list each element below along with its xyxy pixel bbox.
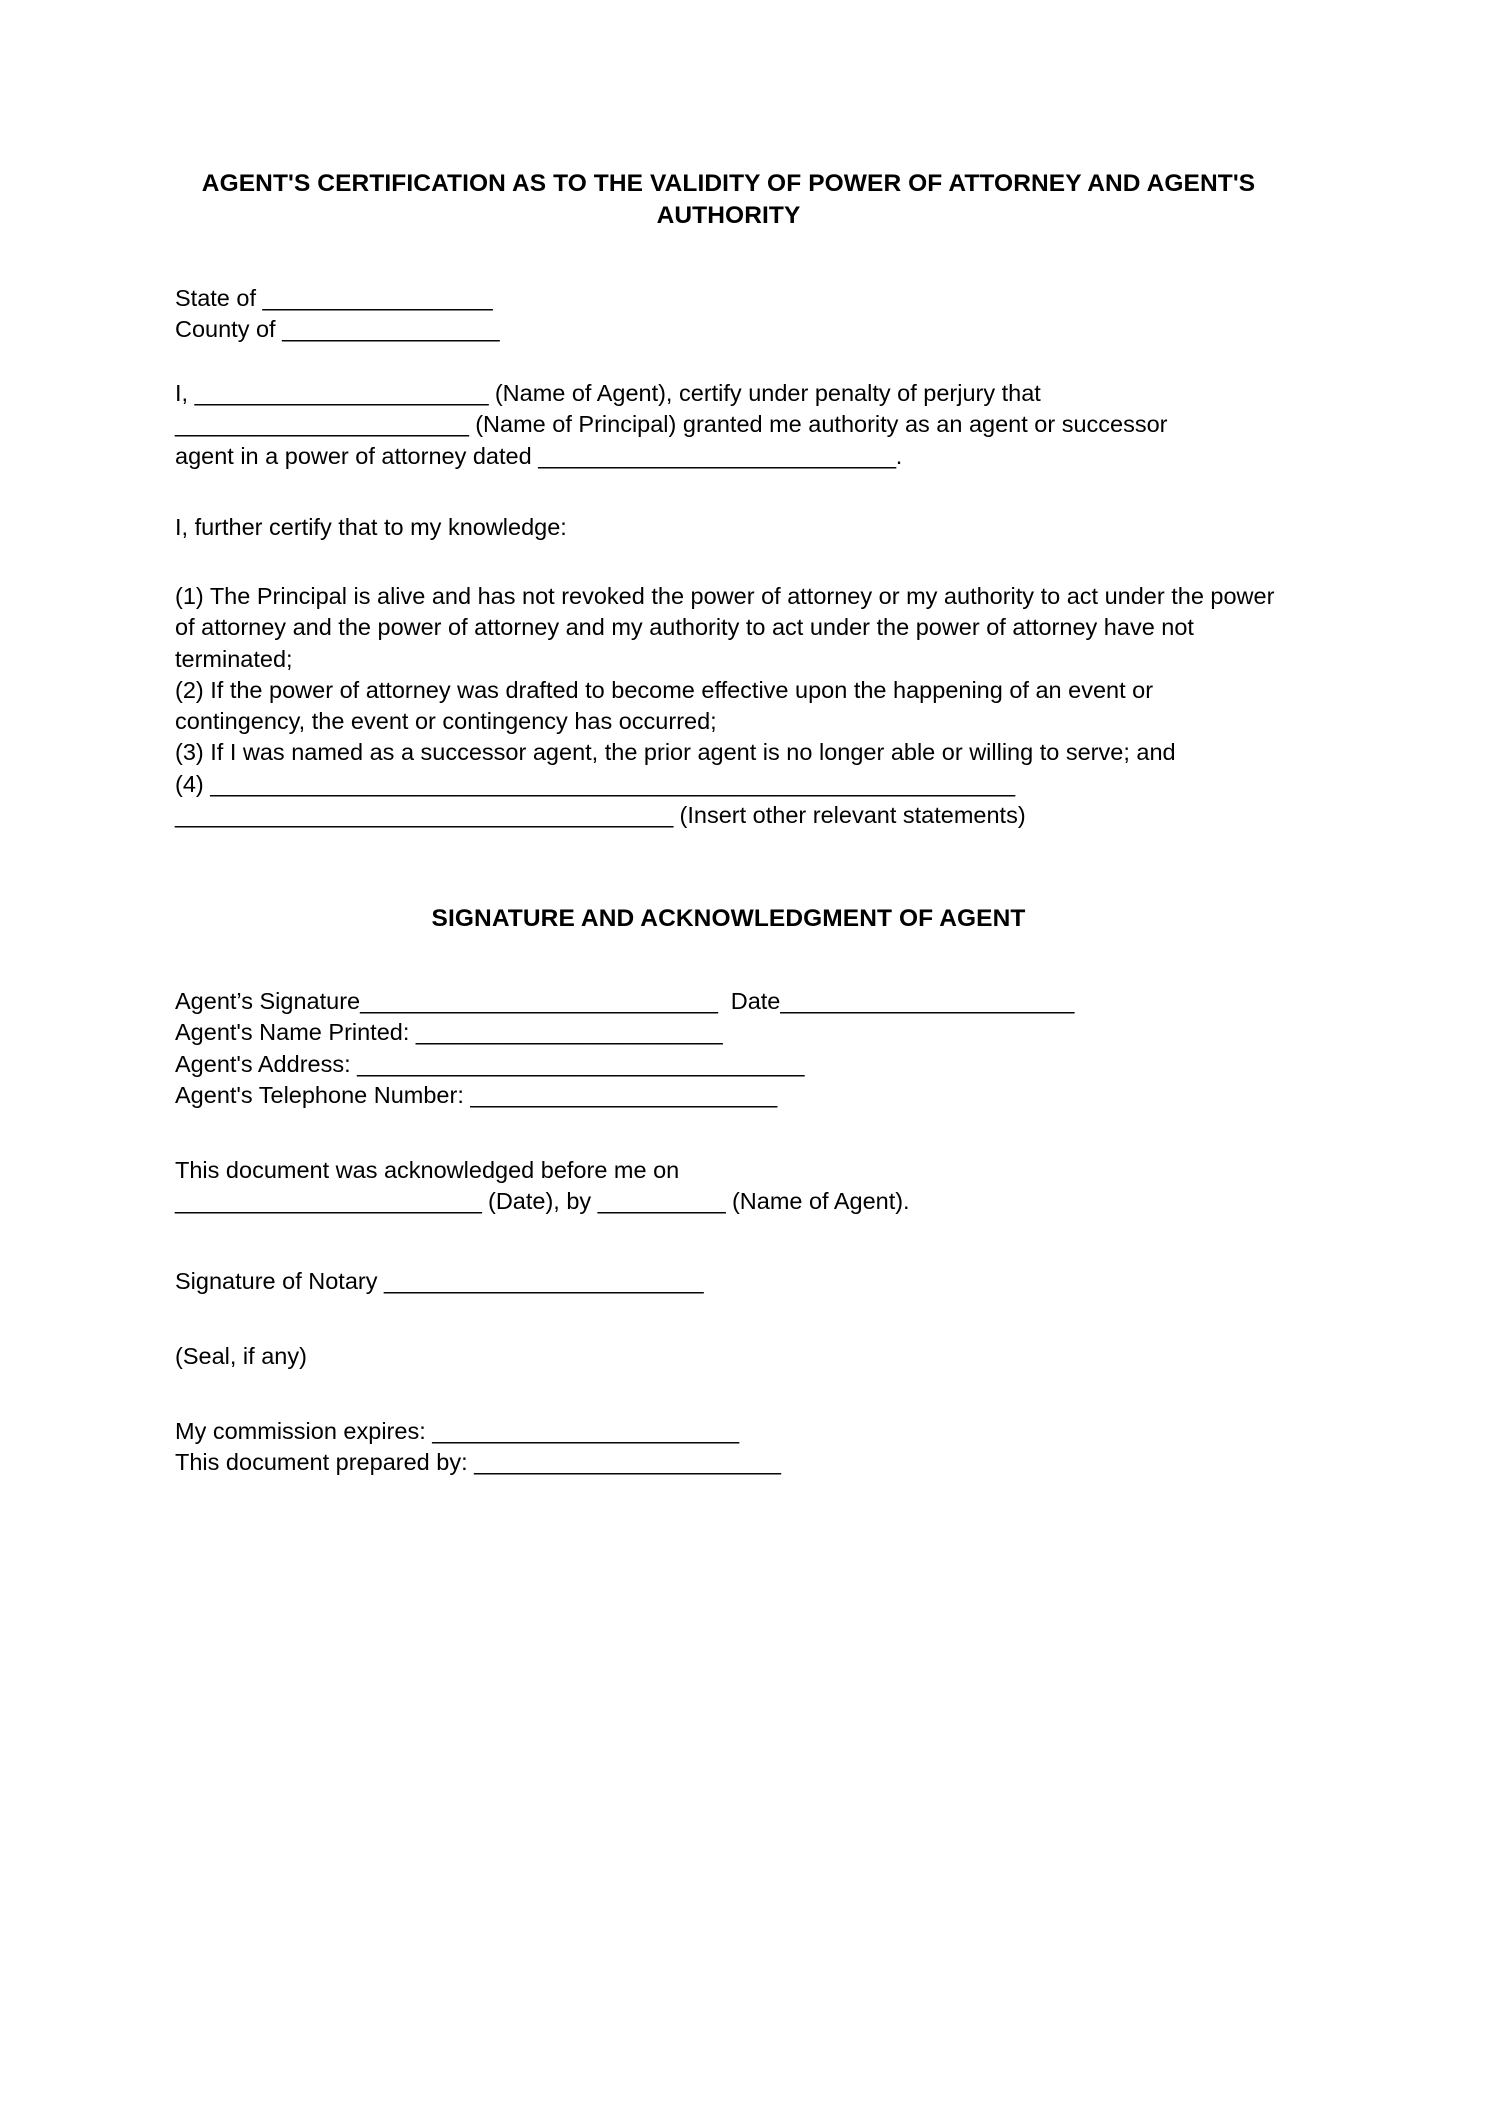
agent-telephone-line xyxy=(175,1080,1282,1111)
spacer xyxy=(175,232,1282,283)
county-line xyxy=(175,314,1282,345)
spacer xyxy=(175,1297,1282,1341)
recital-line-1-prefix: I, xyxy=(175,380,195,407)
certification-item-4 xyxy=(175,769,1282,800)
further-certify-line: I, further certify that to my knowledge: xyxy=(175,513,567,540)
page-title-line-2: AUTHORITY xyxy=(656,201,801,229)
agent-signature-block xyxy=(175,986,1282,1111)
poa-date-blank[interactable]: ____________________________ xyxy=(538,442,896,469)
acknowledgment-agent-name-blank[interactable]: __________ xyxy=(597,1188,726,1215)
insert-other-statements-note: (Insert other relevant statements) xyxy=(673,801,1026,828)
recital-line-1 xyxy=(175,378,1282,409)
notary-signature-label: Signature of Notary xyxy=(175,1267,384,1294)
acknowledgment-date-blank[interactable]: ________________________ xyxy=(175,1188,482,1215)
state-label: State of xyxy=(175,284,263,311)
certification-item-4-blank[interactable]: _______________________________________________________________ xyxy=(210,770,1015,797)
spacer xyxy=(175,1372,1282,1416)
agent-name-blank[interactable]: _______________________ xyxy=(194,380,489,407)
acknowledgment-agent-name-label: (Name of Agent). xyxy=(725,1188,910,1215)
notary-block xyxy=(175,1266,1282,1479)
recital-block xyxy=(175,378,1282,472)
agent-signature-line xyxy=(175,986,1282,1017)
certification-item-4-continuation-blank[interactable]: _______________________________________ xyxy=(175,801,674,828)
recital-line-3-prefix: agent in a power of attorney dated xyxy=(175,442,539,469)
spacer xyxy=(175,345,1282,378)
spacer xyxy=(175,543,1282,581)
agent-signature-label: Agent’s Signature xyxy=(175,988,361,1015)
agent-address-blank[interactable]: ___________________________________ xyxy=(357,1050,805,1077)
agent-address-line xyxy=(175,1049,1282,1080)
notary-seal-note: (Seal, if any) xyxy=(175,1342,307,1369)
state-line xyxy=(175,283,1282,314)
recital-line-3 xyxy=(175,441,1282,472)
spacer xyxy=(175,472,1282,512)
state-blank[interactable]: __________________ xyxy=(262,284,493,311)
signature-date-label: Date xyxy=(730,988,781,1015)
page-title xyxy=(175,168,1282,232)
document-content xyxy=(175,168,1282,1479)
certification-item-3: (3) If I was named as a successor agent, the prior agent is no longer able or willing to serve; and xyxy=(175,739,1176,766)
commission-expires-label: My commission expires: xyxy=(175,1418,433,1445)
agent-address-label: Agent's Address: xyxy=(175,1050,358,1077)
acknowledgment-line-1: This document was acknowledged before me on xyxy=(175,1157,680,1184)
notary-signature-blank[interactable]: _________________________ xyxy=(384,1267,704,1294)
certification-item-4-label: (4) xyxy=(175,770,211,797)
recital-line-2 xyxy=(175,409,1282,440)
certification-item-2: (2) If the power of attorney was drafted to become effective upon the happening of an event or contingency, the event or contingency has occurred; xyxy=(175,676,1160,735)
acknowledgment-line-2 xyxy=(175,1186,1282,1217)
acknowledgment-block xyxy=(175,1155,1282,1218)
agent-signature-blank[interactable]: ____________________________ xyxy=(360,988,718,1015)
recital-line-1-suffix: (Name of Agent), certify under penalty of perjury that xyxy=(488,380,1041,407)
certification-item-4-continuation xyxy=(175,800,1282,831)
prepared-by-label: This document prepared by: xyxy=(175,1449,475,1476)
signature-date-blank[interactable]: _______________________ xyxy=(780,988,1075,1015)
commission-expires-line xyxy=(175,1416,1282,1447)
agent-telephone-label: Agent's Telephone Number: xyxy=(175,1081,471,1108)
principal-name-blank[interactable]: _______________________ xyxy=(175,411,469,438)
county-blank[interactable]: _________________ xyxy=(282,315,500,342)
recital-line-3-suffix: . xyxy=(895,442,903,469)
prepared-by-blank[interactable]: ________________________ xyxy=(474,1449,781,1476)
agent-name-printed-label: Agent's Name Printed: xyxy=(175,1019,416,1046)
spacer xyxy=(175,933,1282,986)
agent-name-printed-blank[interactable]: ________________________ xyxy=(415,1019,723,1046)
signature-date-spacer xyxy=(718,988,731,1014)
certification-items xyxy=(175,581,1282,831)
spacer xyxy=(175,1111,1282,1155)
page-title-line-1: AGENT'S CERTIFICATION AS TO THE VALIDITY OF POWER OF ATTORNEY AND AGENT'S xyxy=(201,170,1256,197)
county-label: County of xyxy=(175,315,283,342)
spacer xyxy=(175,831,1282,905)
recital-line-2-suffix: (Name of Principal) granted me authority as an agent or successor xyxy=(468,411,1168,438)
notary-signature-line xyxy=(175,1266,1282,1297)
signature-section-heading: SIGNATURE AND ACKNOWLEDGMENT OF AGENT xyxy=(431,905,1026,933)
agent-telephone-blank[interactable]: ________________________ xyxy=(470,1081,777,1108)
prepared-by-line xyxy=(175,1447,1282,1478)
acknowledgment-date-label: (Date), by xyxy=(481,1188,598,1215)
agent-name-printed-line xyxy=(175,1017,1282,1048)
certification-item-1: (1) The Principal is alive and has not revoked the power of attorney or my authority to act under the power of attorney and the power of attorney and my authority to act under the power of attorney have not terminated; xyxy=(175,583,1281,672)
commission-expires-blank[interactable]: ________________________ xyxy=(432,1418,739,1445)
spacer xyxy=(175,1218,1282,1266)
venue-block xyxy=(175,283,1282,346)
